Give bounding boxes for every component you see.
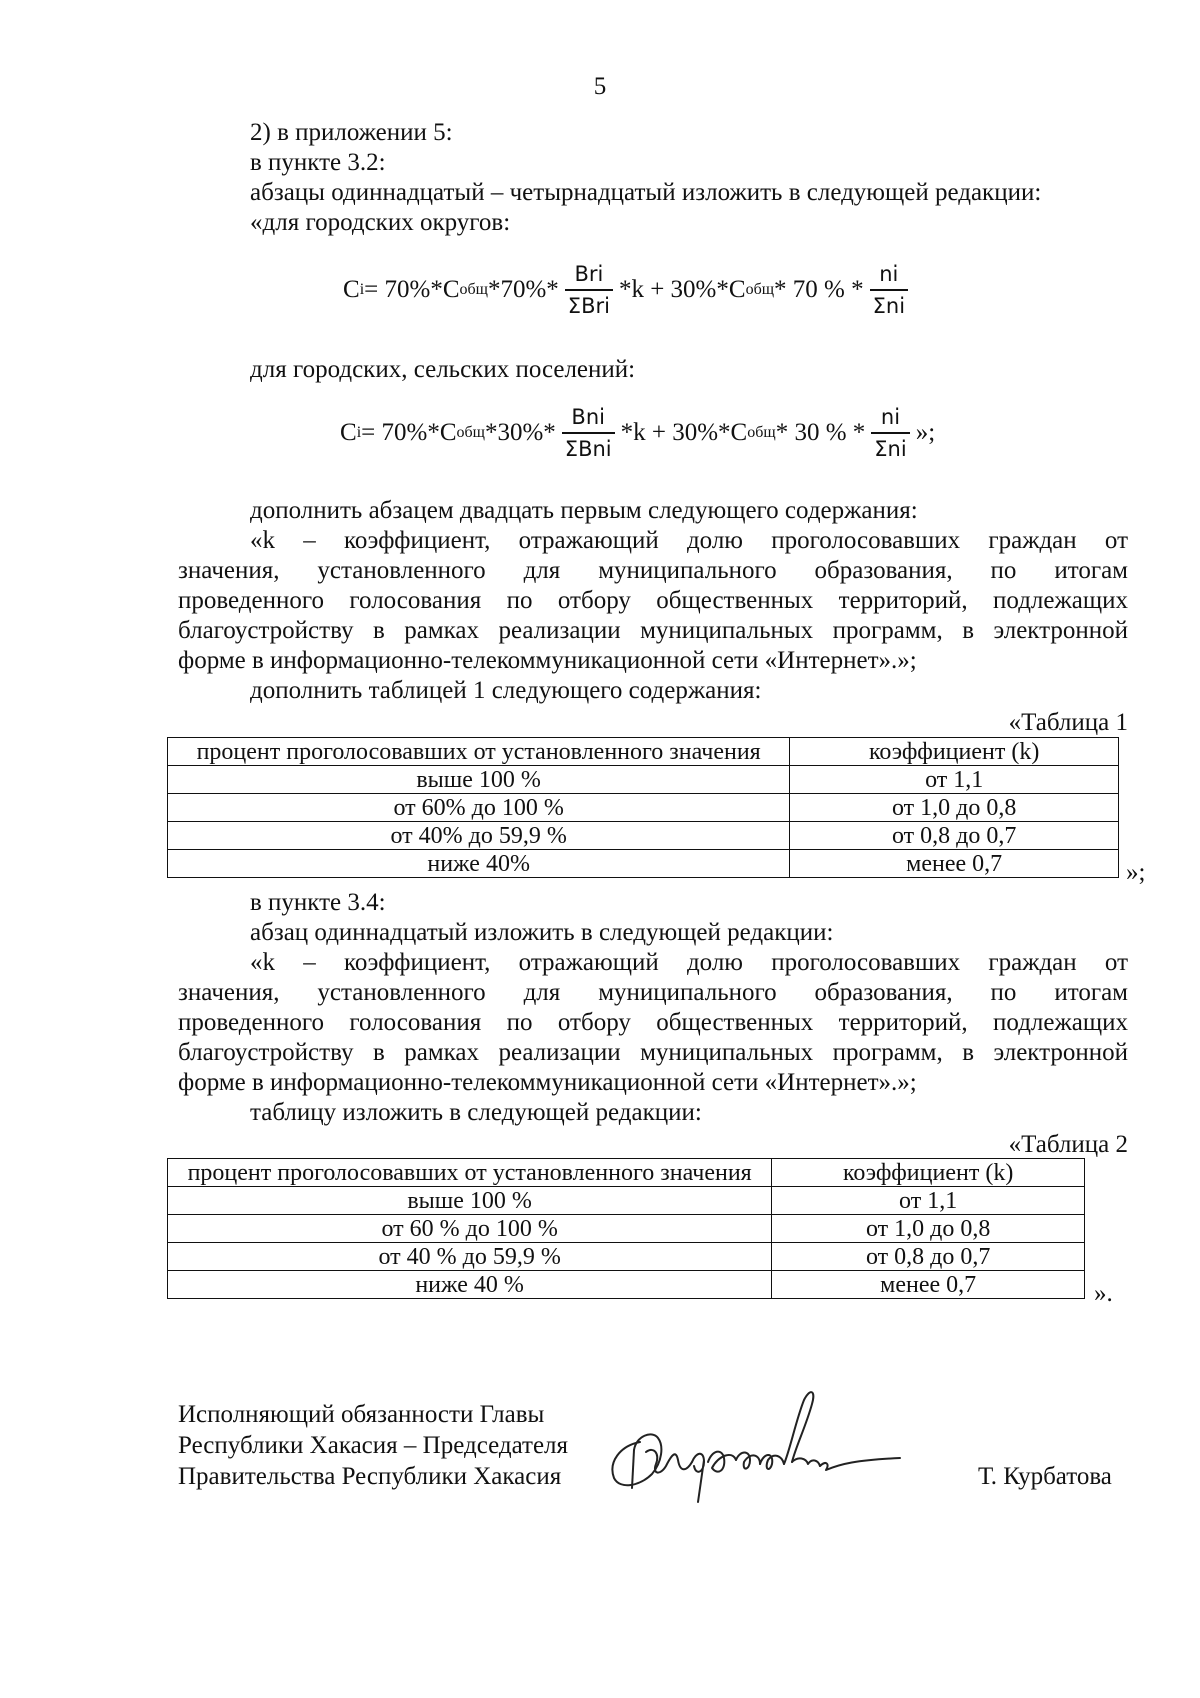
fraction-denominator: ΣBri [565,289,613,318]
paragraph-line: абзац одиннадцатый изложить в следующей редакции: [250,919,834,946]
formula-part: *30%* [484,419,556,446]
table-cell: ниже 40 % [168,1271,772,1299]
table-closing-quote: ». [1094,1280,1113,1307]
formula-part: = 70%*C [364,276,460,303]
table-cell: от 1,1 [772,1187,1085,1215]
paragraph-line: для городских, сельских поселений: [250,356,636,383]
paragraph-line: «k – коэффициент, отражающий долю проголосовавших граждан от [250,949,1128,976]
table-header-cell: процент проголосовавших от установленного значения [168,738,790,766]
formula-tail: »; [915,419,936,446]
paragraph-line: благоустройству в рамках реализации муниципальных программ, в электронной [178,1039,1128,1066]
coefficient-table-2 [167,1158,1085,1299]
signatory-name: Т. Курбатова [978,1463,1112,1490]
signatory-title-line: Республики Хакасия – Председателя [178,1432,569,1459]
table-cell: от 1,1 [790,766,1119,794]
table-header-cell: процент проголосовавших от установленного значения [168,1159,772,1187]
formula-sub: i [356,424,362,441]
table-row [168,1215,1085,1243]
fraction [870,262,908,318]
formula-sub: i [359,281,365,298]
paragraph-line: проведенного голосования по отбору общественных территорий, подлежащих [178,1009,1128,1036]
formula-part: = 70%*C [361,419,457,446]
formula-sub: общ [456,424,485,441]
table-row [168,822,1119,850]
fraction-numerator: ni [880,405,901,429]
fraction-denominator: Σni [871,432,909,461]
signatory-title-line: Исполняющий обязанности Главы [178,1401,545,1428]
paragraph-line: «k – коэффициент, отражающий долю проголосовавших граждан от [250,527,1128,554]
table-cell: от 60% до 100 % [168,794,790,822]
formula-sub: общ [747,424,776,441]
table-cell: выше 100 % [168,766,790,794]
table-row [168,1271,1085,1299]
formula-part: *70%* [487,276,559,303]
paragraph-line: «для городских округов: [250,209,511,236]
paragraph-line: 2) в приложении 5: [250,119,453,146]
table-cell: менее 0,7 [772,1271,1085,1299]
paragraph-line: благоустройству в рамках реализации муниципальных программ, в электронной [178,617,1128,644]
table-cell: от 0,8 до 0,7 [790,822,1119,850]
fraction-numerator: Bri [574,262,604,286]
formula-part: *k + 30%*C [618,276,746,303]
paragraph-line: значения, установленного для муниципального образования, по итогам [178,557,1128,584]
paragraph-line: форме в информационно-телекоммуникационной сети «Интернет».»; [178,647,917,674]
table-caption: «Таблица 2 [1008,1131,1128,1158]
formula-sub: общ [459,281,488,298]
fraction-denominator: ΣBni [562,432,615,461]
paragraph-line: таблицу изложить в следующей редакции: [250,1099,702,1126]
table-cell: от 40 % до 59,9 % [168,1243,772,1271]
paragraph-line: в пункте 3.4: [250,889,386,916]
table-header-cell: коэффициент (k) [790,738,1119,766]
paragraph-line: проведенного голосования по отбору общественных территорий, подлежащих [178,587,1128,614]
paragraph-line: дополнить таблицей 1 следующего содержания: [250,677,762,704]
table-caption: «Таблица 1 [1008,709,1128,736]
fraction [565,262,613,318]
table-cell: от 40% до 59,9 % [168,822,790,850]
paragraph-line: абзацы одиннадцатый – четырнадцатый изложить в следующей редакции: [250,179,1042,206]
formula-part: * 70 % * [774,276,864,303]
signatory-title-line: Правительства Республики Хакасия [178,1463,562,1490]
formula-part: *k + 30%*C [620,419,748,446]
formula-lhs: C [343,276,360,303]
table-cell: от 1,0 до 0,8 [790,794,1119,822]
table-cell: выше 100 % [168,1187,772,1215]
table-row [168,1187,1085,1215]
table-cell: менее 0,7 [790,850,1119,878]
formula-sub: общ [745,281,775,298]
fraction-denominator: Σni [870,289,908,318]
fraction-numerator: ni [879,262,899,286]
table-cell: от 60 % до 100 % [168,1215,772,1243]
paragraph-line: значения, установленного для муниципального образования, по итогам [178,979,1128,1006]
fraction [562,405,615,461]
formula-lhs: C [340,419,357,446]
formula-settlements [340,405,935,461]
table-row [168,794,1119,822]
fraction [871,405,909,461]
coefficient-table-1 [167,737,1119,878]
table-closing-quote: »; [1126,859,1146,886]
formula-part: * 30 % * [775,419,866,446]
table-row [168,850,1119,878]
page-number: 5 [593,73,607,100]
paragraph-line: дополнить абзацем двадцать первым следующего содержания: [250,497,918,524]
formula-urban-districts [343,262,914,318]
table-cell: от 0,8 до 0,7 [772,1243,1085,1271]
table-header-row [168,1159,1085,1187]
fraction-numerator: Bni [571,405,605,429]
table-header-cell: коэффициент (k) [772,1159,1085,1187]
handwritten-signature [600,1380,920,1510]
table-cell: от 1,0 до 0,8 [772,1215,1085,1243]
paragraph-line: в пункте 3.2: [250,149,386,176]
table-header-row [168,738,1119,766]
table-row [168,1243,1085,1271]
table-cell: ниже 40% [168,850,790,878]
paragraph-line: форме в информационно-телекоммуникационной сети «Интернет».»; [178,1069,917,1096]
table-row [168,766,1119,794]
